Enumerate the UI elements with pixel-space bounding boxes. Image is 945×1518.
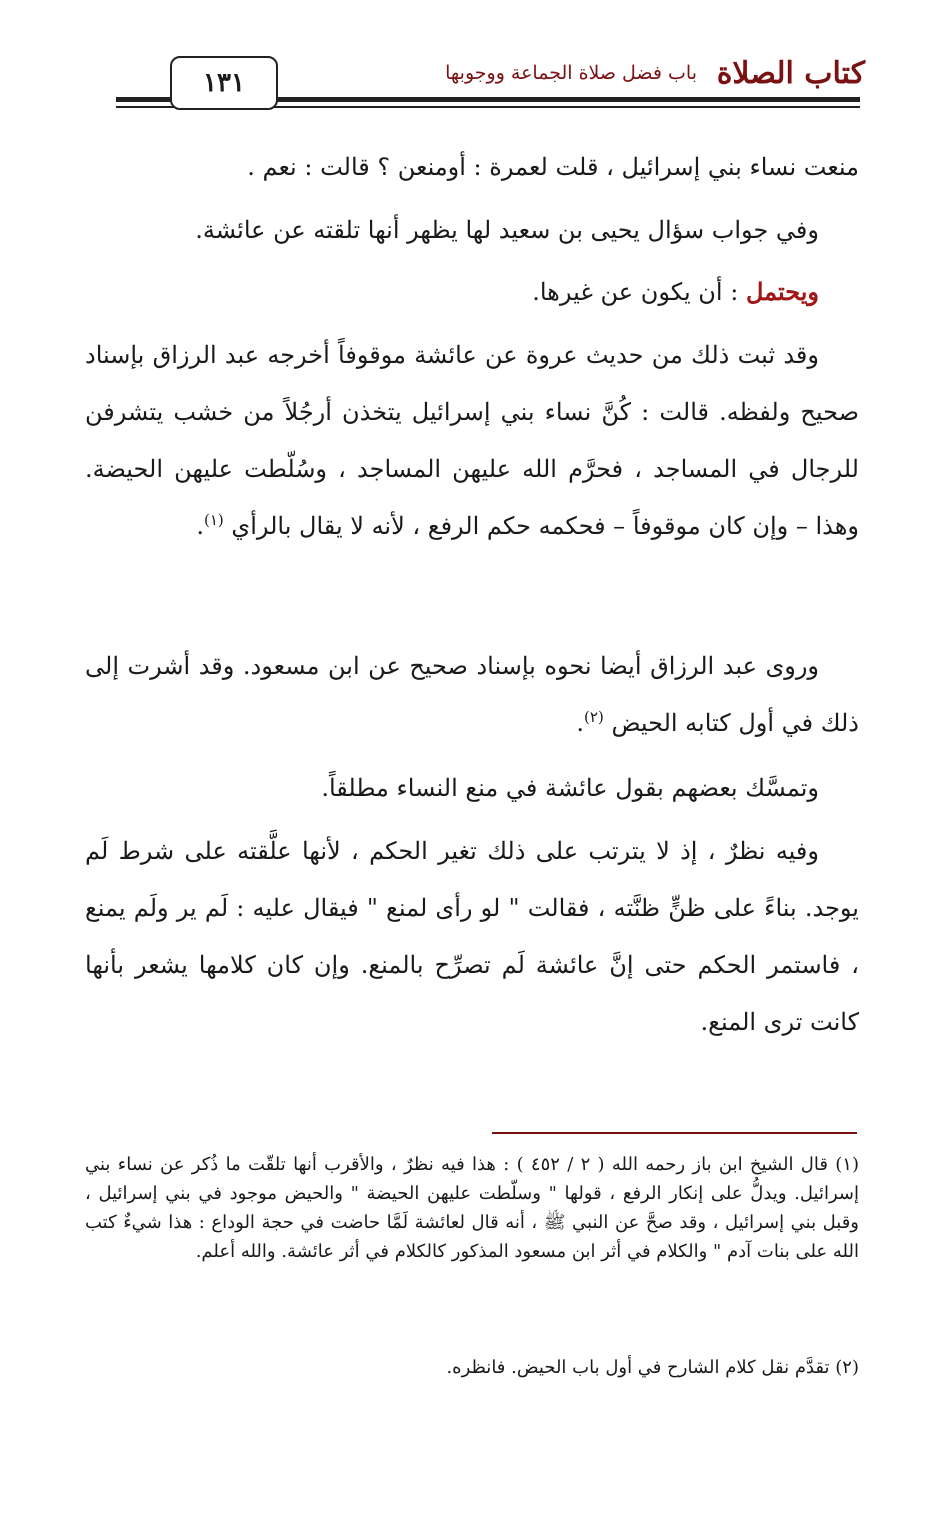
paragraph-text: : أن يكون عن غيرها. <box>532 278 746 306</box>
footnote-marker[interactable]: (١) <box>204 511 224 529</box>
footnote-text: (٢) تقدَّم نقل كلام الشارح في أول باب الحيض. فانظره. <box>446 1357 859 1378</box>
paragraph-text: وروى عبد الرزاق أيضا نحوه بإسناد صحيح عن ابن مسعود. وقد أشرت إلى ذلك في أول كتابه الحيض <box>85 652 859 737</box>
body-paragraph <box>85 823 859 1051</box>
paragraph-end: . <box>576 709 585 737</box>
chapter-title: باب فضل صلاة الجماعة ووجوبها <box>445 62 697 84</box>
page-number: ١٣١ <box>170 56 278 110</box>
footnote-2 <box>85 1353 859 1382</box>
footnote-1 <box>85 1150 859 1266</box>
paragraph-end: . <box>196 512 204 540</box>
paragraph-text: وفيه نظرٌ ، إذ لا يترتب على ذلك تغير الحكم ، لأنها علَّقته على شرط لَم يوجد. بناءً على ظنٍّ ظنَّته ، فقالت " لو رأى لمنع " فيقال عليه : لَم ير ولَم يمنع ، فاستمر الحكم حتى إنَّ عائشة لَم تصرِّح بالمنع. وإن كان كلامها يشعر بأنها كانت ترى المنع. <box>85 837 859 1036</box>
body-paragraph <box>85 327 859 555</box>
highlight-word: ويحتمل <box>745 277 819 306</box>
footnote-text: (١) قال الشيخ ابن باز رحمه الله ( ٢ / ٤٥٢ ) : هذا فيه نظرٌ ، والأقرب أنها تلقّت ما ذُكر عن نساء بني إسرائيل. ويدلُّ على إنكار الرفع ، قولها " وسلّطت عليهن الحيضة " والحيض موجود في بني إسرائيل ، وقبل بني إسرائيل ، وقد صحَّ عن النبي ﷺ ، أنه قال لعائشة لَمَّا حاضت في حجة الوداع : هذا شيءٌ كتب الله على بنات آدم " والكلام في أثر ابن مسعود المذكور كالكلام في أثر عائشة. والله أعلم. <box>85 1154 859 1262</box>
body-paragraph <box>85 202 859 259</box>
paragraph-text: وفي جواب سؤال يحيى بن سعيد لها يظهر أنها تلقته عن عائشة. <box>195 216 819 244</box>
book-title: كتاب الصلاة <box>716 56 865 91</box>
paragraph-text: منعت نساء بني إسرائيل ، قلت لعمرة : أومنعن ؟ قالت : نعم . <box>247 153 859 181</box>
paragraph-text: وقد ثبت ذلك من حديث عروة عن عائشة موقوفاً أخرجه عبد الرزاق بإسناد صحيح ولفظه. قالت : كُنَّ نساء بني إسرائيل يتخذن أرجُلاً من خشب يتشرفن للرجال في المساجد ، فحرَّم الله عليهن المساجد ، وسُلّطت عليهن الحيضة. وهذا – وإن كان موقوفاً – فحكمه حكم الرفع ، لأنه لا يقال بالرأي <box>85 341 859 540</box>
body-paragraph <box>85 263 859 321</box>
body-paragraph <box>85 638 859 752</box>
body-paragraph <box>85 760 859 817</box>
footnote-separator <box>492 1132 857 1134</box>
body-paragraph <box>85 139 859 196</box>
footnote-marker[interactable]: (٢) <box>584 708 604 726</box>
paragraph-text: وتمسَّك بعضهم بقول عائشة في منع النساء مطلقاً. <box>321 774 819 802</box>
